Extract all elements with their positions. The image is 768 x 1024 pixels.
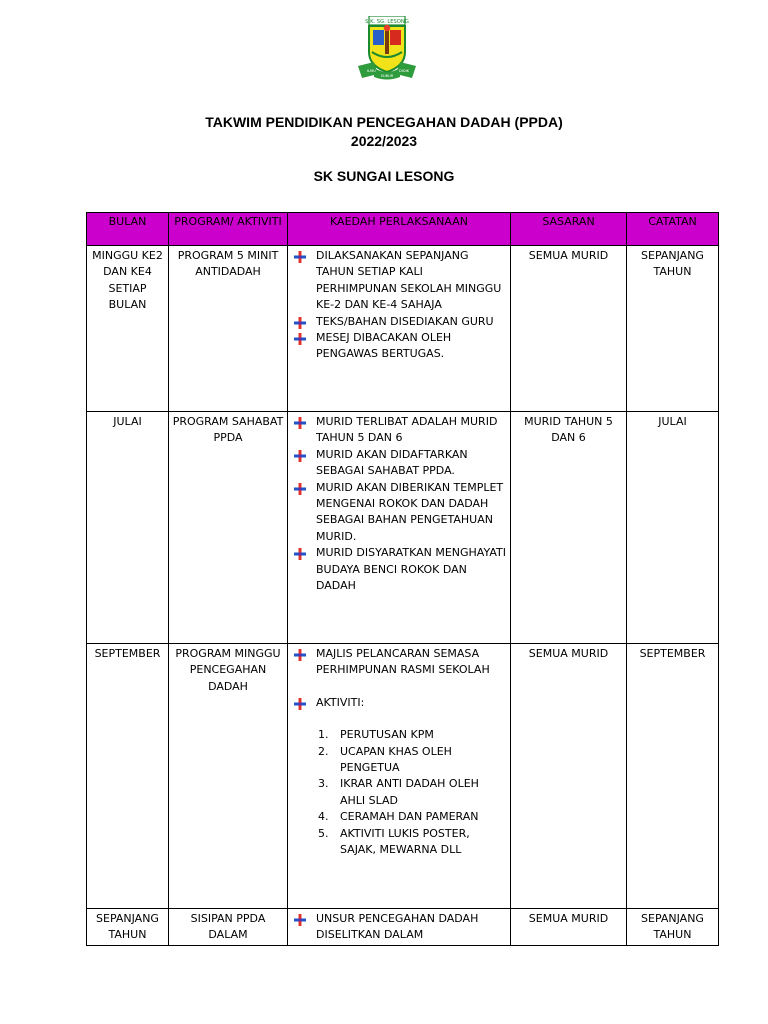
- kaedah-text: MURID TERLIBAT ADALAH MURID TAHUN 5 DAN 6: [316, 415, 498, 445]
- kaedah-text: MAJLIS PELANCARAN SEMASA PERHIMPUNAN RASMI SEKOLAH: [316, 647, 490, 677]
- list-item: [292, 248, 507, 314]
- kaedah-text: MURID AKAN DIDAFTARKAN SEBAGAI SAHABAT PPDA.: [316, 447, 468, 478]
- list-item: [292, 480, 507, 546]
- school-name: SK SUNGAI LESONG: [313, 168, 455, 184]
- table-row: [87, 909, 719, 946]
- list-item: 5. AKTIVITI LUKIS POSTER, SAJAK, MEWARNA DLL: [318, 826, 470, 857]
- list-item: [292, 314, 507, 330]
- svg-text:ILMU: ILMU: [367, 69, 376, 73]
- cell-catatan: JULAI: [627, 412, 719, 644]
- cell-kaedah: [288, 412, 511, 644]
- cell-bulan: SEPTEMBER: [87, 644, 169, 909]
- bullet-arrow-icon: [294, 548, 306, 560]
- kaedah-text: UNSUR PENCEGAHAN DADAH DISELITKAN DALAM: [316, 912, 479, 942]
- bullet-arrow-icon: [294, 251, 306, 263]
- header-program: PROGRAM/ AKTIVITI: [169, 213, 288, 246]
- kaedah-text: MESEJ DIBACAKAN OLEH PENGAWAS BERTUGAS.: [316, 331, 452, 361]
- bullet-arrow-icon: [294, 483, 306, 495]
- bullet-arrow-icon: [294, 417, 306, 429]
- svg-text:DIDIK: DIDIK: [399, 69, 410, 73]
- document-year: 2022/2023: [350, 133, 418, 149]
- list-item: [292, 695, 507, 711]
- header-catatan: CATATAN: [627, 213, 719, 246]
- list-item: [292, 447, 507, 480]
- document-title: TAKWIM PENDIDIKAN PENCEGAHAN DADAH (PPDA): [205, 114, 563, 130]
- bullet-arrow-icon: [294, 450, 306, 462]
- aktiviti-list: [292, 727, 507, 858]
- takwim-table: [86, 212, 719, 946]
- kaedah-text: TEKS/BAHAN DISEDIAKAN GURU: [316, 314, 494, 328]
- table-header-row: [87, 213, 719, 246]
- cell-program: SISIPAN PPDA DALAM: [169, 909, 288, 946]
- kaedah-text: MURID AKAN DIBERIKAN TEMPLET MENGENAI ROKOK DAN DADAH SEBAGAI BAHAN PENGETAHUAN MURID.: [316, 480, 504, 543]
- svg-text:S.K. SG. LESONG: S.K. SG. LESONG: [365, 18, 409, 25]
- aktiviti-text: PERUTUSAN KPM: [340, 728, 434, 742]
- aktiviti-text: IKRAR ANTI DADAH OLEH AHLI SLAD: [340, 777, 479, 807]
- aktiviti-text: AKTIVITI LUKIS POSTER, SAJAK, MEWARNA DLL: [340, 826, 470, 857]
- list-item: [292, 414, 507, 447]
- cell-catatan: SEPTEMBER: [627, 644, 719, 909]
- table-row: [87, 644, 719, 909]
- aktiviti-text: CERAMAH DAN PAMERAN: [340, 810, 479, 824]
- header-bulan: BULAN: [87, 213, 169, 246]
- cell-bulan: JULAI: [87, 412, 169, 644]
- svg-text:SUBUR: SUBUR: [380, 74, 394, 78]
- cell-kaedah: [288, 246, 511, 412]
- cell-kaedah: [288, 644, 511, 909]
- cell-sasaran: SEMUA MURID: [511, 246, 627, 412]
- list-item: 1. PERUTUSAN KPM: [318, 728, 434, 742]
- cell-bulan: SEPANJANG TAHUN: [87, 909, 169, 946]
- list-item: 4. CERAMAH DAN PAMERAN: [318, 810, 479, 824]
- list-item: [292, 330, 507, 363]
- list-item: 3. IKRAR ANTI DADAH OLEH AHLI SLAD: [318, 777, 479, 807]
- aktiviti-heading: AKTIVITI:: [316, 695, 365, 709]
- bullet-arrow-icon: [294, 914, 306, 926]
- bullet-arrow-icon: [294, 317, 306, 329]
- list-item: 2. UCAPAN KHAS OLEH PENGETUA: [318, 744, 452, 775]
- bullet-arrow-icon: [294, 649, 306, 661]
- list-item: [292, 911, 507, 944]
- cell-sasaran: MURID TAHUN 5 DAN 6: [511, 412, 627, 644]
- cell-kaedah: [288, 909, 511, 946]
- bullet-arrow-icon: [294, 698, 306, 710]
- header-kaedah: KAEDAH PERLAKSANAAN: [288, 213, 511, 246]
- cell-program: PROGRAM 5 MINIT ANTIDADAH: [169, 246, 288, 412]
- header-sasaran: SASARAN: [511, 213, 627, 246]
- kaedah-text: MURID DISYARATKAN MENGHAYATI BUDAYA BENCI ROKOK DAN DADAH: [316, 546, 506, 593]
- cell-sasaran: SEMUA MURID: [511, 644, 627, 909]
- aktiviti-text: UCAPAN KHAS OLEH PENGETUA: [340, 744, 452, 775]
- cell-catatan: SEPANJANG TAHUN: [627, 246, 719, 412]
- table-row: [87, 246, 719, 412]
- kaedah-text: DILAKSANAKAN SEPANJANG TAHUN SETIAP KALI PERHIMPUNAN SEKOLAH MINGGU KE-2 DAN KE-4 SAHAJA: [316, 249, 502, 312]
- cell-bulan: MINGGU KE2 DAN KE4 SETIAP BULAN: [87, 246, 169, 412]
- cell-program: PROGRAM MINGGU PENCEGAHAN DADAH: [169, 644, 288, 909]
- bullet-arrow-icon: [294, 333, 306, 345]
- cell-sasaran: SEMUA MURID: [511, 909, 627, 946]
- cell-program: PROGRAM SAHABAT PPDA: [169, 412, 288, 644]
- table-row: [87, 412, 719, 644]
- cell-catatan: SEPANJANG TAHUN: [627, 909, 719, 946]
- school-crest-logo: [356, 16, 418, 80]
- list-item: [292, 545, 507, 594]
- list-item: [292, 646, 507, 679]
